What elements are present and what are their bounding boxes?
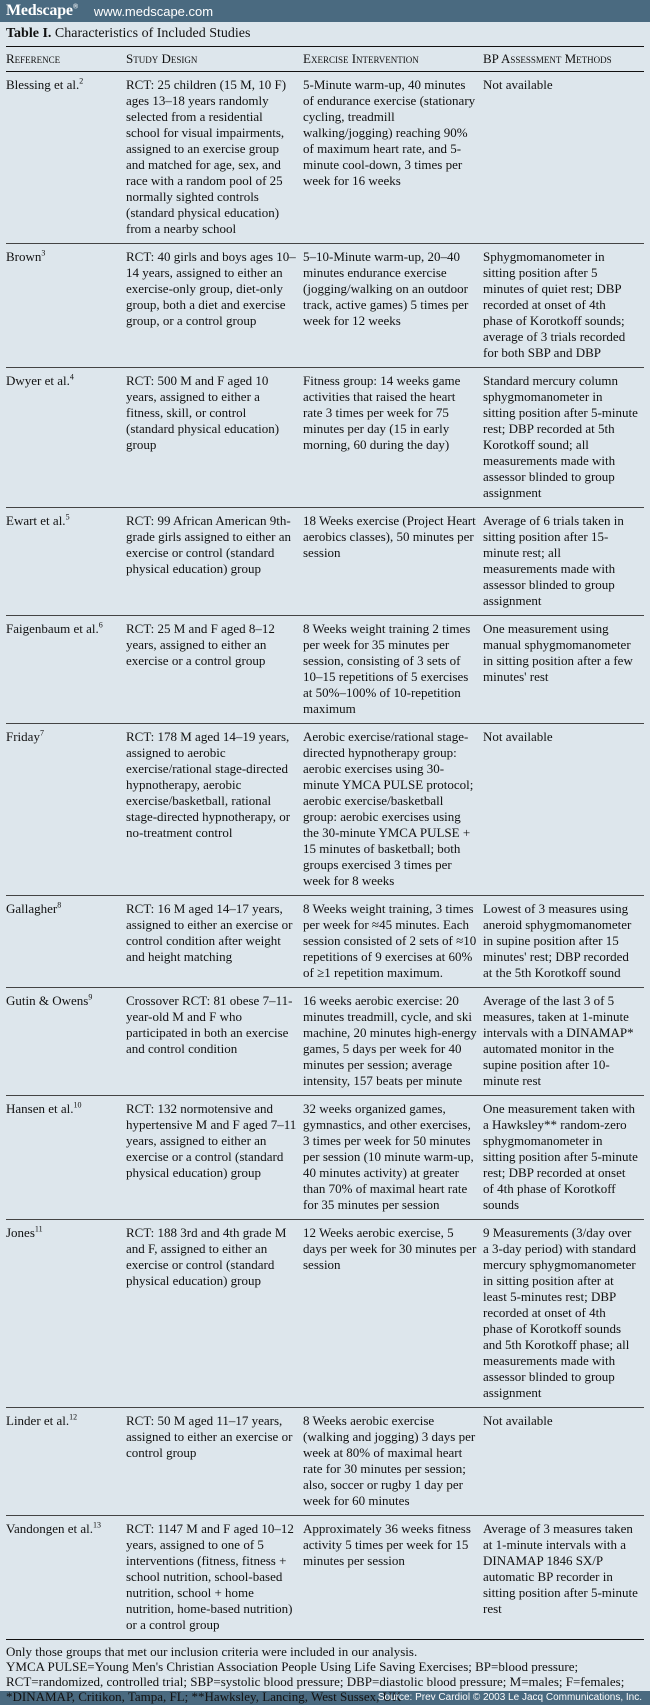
cell-exercise-intervention-text: 8 Weeks weight training, 3 times per week for ≈45 minutes. Each session consisted of 2 sets of ≈10 repetitions of 9 exercises at 60% of ≥1 repetition maximum. [303, 901, 477, 980]
cell-reference [6, 616, 126, 724]
cell-bp-assessment [483, 1096, 644, 1220]
table-row [6, 508, 644, 616]
cell-study-design-text: RCT: 25 M and F aged 8–12 years, assigned to either an exercise or a control group [126, 621, 275, 668]
cell-reference-text: Friday [6, 729, 40, 744]
cell-exercise-intervention [303, 896, 483, 988]
cell-exercise-intervention-text: 32 weeks organized games, gymnastics, and other exercises, 3 times per week for 50 minutes per session (10 minute warm-up, 40 minutes activity) at greater than 70% of maximal heart rate for 35 minutes per session [303, 1101, 474, 1212]
cell-exercise-intervention [303, 1096, 483, 1220]
reference-citation: 4 [69, 372, 74, 382]
header-bar [0, 0, 650, 22]
reference-citation: 10 [73, 1100, 82, 1110]
cell-bp-assessment-text: Not available [483, 1413, 553, 1428]
table-body [6, 72, 644, 1640]
cell-exercise-intervention [303, 244, 483, 368]
table-header-row [6, 47, 644, 72]
table-row [6, 1096, 644, 1220]
cell-bp-assessment-text: One measurement taken with a Hawksley** random-zero sphygmomanometer in sitting position after 5-minute rest; DBP recorded at onset of 4th phase of Korotkoff sounds [483, 1101, 638, 1212]
cell-bp-assessment [483, 724, 644, 896]
cell-study-design-text: Crossover RCT: 81 obese 7–11-year-old M and F who participated in both an exercise and control condition [126, 993, 293, 1056]
source-footer: Source: Prev Cardiol © 2003 Le Jacq Communications, Inc. [0, 1691, 650, 1705]
characteristics-table [6, 47, 644, 1640]
cell-reference [6, 72, 126, 244]
cell-bp-assessment-text: Standard mercury column sphygmomanometer in sitting position after 5-minute rest; DBP recorded at 5th Korotkoff sound; all measurements made with assessor blinded to group assignment [483, 373, 638, 500]
cell-reference [6, 368, 126, 508]
cell-exercise-intervention [303, 72, 483, 244]
cell-bp-assessment [483, 244, 644, 368]
cell-study-design-text: RCT: 40 girls and boys ages 10–14 years, assigned to either an exercise-only group, diet-only group, both a diet and exercise group, or a control group [126, 249, 296, 328]
cell-exercise-intervention-text: 5–10-Minute warm-up, 20–40 minutes endurance exercise (jogging/walking on an outdoor track, active games) 5 times per week for 12 weeks [303, 249, 469, 328]
site-url[interactable]: www.medscape.com [93, 3, 214, 19]
column-header-reference: Reference [6, 47, 126, 72]
cell-bp-assessment [483, 1516, 644, 1640]
cell-exercise-intervention [303, 508, 483, 616]
cell-study-design [126, 1408, 303, 1516]
cell-bp-assessment-text: Sphygmomanometer in sitting position after 5 minutes of quiet rest; DBP recorded at onset of 4th phase of Korotkoff sounds; average of 3 trials recorded for both SBP and DBP [483, 249, 626, 360]
cell-reference [6, 1220, 126, 1408]
cell-study-design [126, 1516, 303, 1640]
table-row [6, 1516, 644, 1640]
cell-exercise-intervention [303, 1220, 483, 1408]
cell-reference-text: Ewart et al. [6, 513, 66, 528]
reference-citation: 7 [39, 728, 44, 738]
cell-reference-text: Blessing et al. [6, 77, 80, 92]
cell-reference [6, 1096, 126, 1220]
cell-study-design-text: RCT: 99 African American 9th-grade girls assigned to either an exercise or control (standard physical education) group [126, 513, 291, 576]
column-header-exercise-intervention: Exercise Intervention [303, 47, 483, 72]
cell-study-design [126, 1096, 303, 1220]
cell-bp-assessment [483, 508, 644, 616]
cell-bp-assessment-text: 9 Measurements (3/day over a 3-day period) with standard mercury sphygmomanometer in sitting position after at least 5-minutes rest; DBP recorded at onset of 4th phase of Korotkoff sounds and 5th Korotkoff phase; all measurements made with assessor blinded to group assignment [483, 1225, 637, 1400]
table-row [6, 72, 644, 244]
cell-reference-text: Dwyer et al. [6, 373, 70, 388]
cell-exercise-intervention-text: 8 Weeks weight training 2 times per week for 35 minutes per session, consisting of 3 sets of 10–15 repetitions of 5 exercises at 50%–100% of 10-repetition maximum [303, 621, 471, 716]
cell-study-design [126, 1220, 303, 1408]
cell-reference-text: Faigenbaum et al. [6, 621, 99, 636]
cell-bp-assessment-text: Average of 6 trials taken in sitting position after 15-minute rest; all measurements made with assessor blinded to group assignment [483, 513, 624, 608]
table-row [6, 616, 644, 724]
cell-reference [6, 508, 126, 616]
cell-exercise-intervention-text: Approximately 36 weeks fitness activity 5 times per week for 15 minutes per session [303, 1521, 471, 1568]
table-title [6, 22, 644, 47]
cell-study-design-text: RCT: 132 normotensive and hypertensive M and F aged 7–11 years, assigned to either an exercise or a control (standard physical education) group [126, 1101, 297, 1180]
cell-study-design-text: RCT: 25 children (15 M, 10 F) ages 13–18 years randomly selected from a residential school for visual impairments, assigned to an exercise group and matched for age, sex, and race with a random pool of 25 normally sighted controls (standard physical education) from a nearby school [126, 77, 287, 236]
cell-study-design [126, 988, 303, 1096]
cell-study-design [126, 616, 303, 724]
cell-exercise-intervention-text: 12 Weeks aerobic exercise, 5 days per week for 30 minutes per session [303, 1225, 477, 1272]
table-row [6, 896, 644, 988]
note-inclusion: Only those groups that met our inclusion criteria were included in our analysis. [6, 1644, 418, 1659]
cell-exercise-intervention-text: Fitness group: 14 weeks game activities that raised the heart rate 3 times per week for 75 minutes per day (15 in early morning, 60 during the day) [303, 373, 461, 452]
cell-study-design [126, 724, 303, 896]
cell-study-design-text: RCT: 1147 M and F aged 10–12 years, assigned to one of 5 interventions (fitness, fitness + school nutrition, school-based nutrition, school + home nutrition, home-based nutrition) or a control group [126, 1521, 294, 1632]
cell-exercise-intervention-text: 5-Minute warm-up, 40 minutes of endurance exercise (stationary cycling, treadmill walking/jogging) reaching 90% of maximum heart rate, and 5-minute cool-down, 3 times per week for 16 weeks [303, 77, 476, 188]
table-caption: Characteristics of Included Studies [54, 26, 251, 41]
cell-reference-text: Brown [6, 249, 42, 264]
reference-citation: 11 [34, 1224, 43, 1234]
cell-reference-text: Gallagher [6, 901, 58, 916]
cell-study-design-text: RCT: 50 M aged 11–17 years, assigned to either an exercise or control group [126, 1413, 293, 1460]
cell-bp-assessment [483, 988, 644, 1096]
reference-citation: 2 [79, 76, 84, 86]
table-row [6, 1408, 644, 1516]
cell-bp-assessment [483, 896, 644, 988]
cell-bp-assessment-text: Average of the last 3 of 5 measures, taken at 1-minute intervals with a DINAMAP* automated monitor in the supine position after 10-minute rest [483, 993, 634, 1088]
cell-exercise-intervention-text: 18 Weeks exercise (Project Heart aerobics classes), 50 minutes per session [303, 513, 476, 560]
cell-bp-assessment-text: Not available [483, 729, 553, 744]
cell-bp-assessment-text: Not available [483, 77, 553, 92]
table-row [6, 988, 644, 1096]
cell-study-design-text: RCT: 500 M and F aged 10 years, assigned to either a fitness, skill, or control (standard physical education) group [126, 373, 280, 452]
cell-reference-text: Hansen et al. [6, 1101, 74, 1116]
cell-exercise-intervention [303, 1516, 483, 1640]
cell-bp-assessment [483, 1408, 644, 1516]
cell-exercise-intervention-text: Aerobic exercise/rational stage-directed hypnotherapy group: aerobic exercises using 30-minute YMCA PULSE protocol; aerobic exercise/basketball group: aerobic exercises using the 30-minute YMCA PULSE + 15 minutes of basketball; both groups exercised 3 times per week for 8 weeks [303, 729, 474, 888]
cell-reference [6, 244, 126, 368]
reference-citation: 8 [57, 900, 62, 910]
cell-exercise-intervention [303, 988, 483, 1096]
cell-exercise-intervention-text: 16 weeks aerobic exercise: 20 minutes treadmill, cycle, and ski machine, 20 minutes high-energy games, 5 days per week for 40 minutes per session; average intensity, 157 beats per minute [303, 993, 477, 1088]
cell-exercise-intervention [303, 724, 483, 896]
cell-reference [6, 1408, 126, 1516]
cell-bp-assessment [483, 368, 644, 508]
table-label: Table I. [6, 26, 52, 41]
cell-exercise-intervention-text: 8 Weeks aerobic exercise (walking and jogging) 3 days per week at 80% of maximal heart rate for 30 minutes per session; also, soccer or rugby 1 day per week for 60 minutes [303, 1413, 476, 1508]
cell-reference-text: Linder et al. [6, 1413, 70, 1428]
cell-study-design-text: RCT: 178 M aged 14–19 years, assigned to aerobic exercise/rational stage-directed hypnotherapy, aerobic exercise/basketball, rational stage-directed hypnotherapy, or no-treatment control [126, 729, 291, 840]
cell-study-design [126, 72, 303, 244]
cell-bp-assessment-text: One measurement using manual sphygmomanometer in sitting position after a few minutes' rest [483, 621, 633, 684]
cell-reference-text: Vandongen et al. [6, 1521, 94, 1536]
column-header-study-design: Study Design [126, 47, 303, 72]
reference-citation: 9 [88, 992, 93, 1002]
cell-study-design [126, 896, 303, 988]
cell-exercise-intervention [303, 368, 483, 508]
reference-citation: 12 [69, 1412, 78, 1422]
table-row [6, 244, 644, 368]
cell-study-design [126, 368, 303, 508]
cell-reference [6, 724, 126, 896]
cell-bp-assessment [483, 616, 644, 724]
reference-citation: 13 [93, 1520, 102, 1530]
cell-reference-text: Gutin & Owens [6, 993, 89, 1008]
cell-reference [6, 896, 126, 988]
cell-study-design-text: RCT: 16 M aged 14–17 years, assigned to either an exercise or control condition after weight and height matching [126, 901, 293, 964]
cell-study-design [126, 244, 303, 368]
table-row [6, 724, 644, 896]
column-header-bp-assessment: BP Assessment Methods [483, 47, 644, 72]
cell-reference [6, 1516, 126, 1640]
cell-study-design-text: RCT: 188 3rd and 4th grade M and F, assigned to either an exercise or control (standard physical education) group [126, 1225, 287, 1288]
cell-exercise-intervention [303, 1408, 483, 1516]
cell-bp-assessment [483, 1220, 644, 1408]
note-abbreviations: YMCA PULSE=Young Men's Christian Association People Using Life Saving Exercises; BP=blood pressure; RCT=randomized, controlled trial; SBP=systolic blood pressure; DBP=diastolic blood pressure; M=males; F=females; *DINAMAP, Critikon, Tampa, FL; **Hawksley, Lancing, West Sussex, UK [6, 1659, 625, 1704]
reference-citation: 6 [98, 620, 103, 630]
cell-bp-assessment [483, 72, 644, 244]
cell-bp-assessment-text: Lowest of 3 measures using aneroid sphygmomanometer in supine position after 15 minutes' rest; DBP recorded at the 5th Korotkoff sound [483, 901, 632, 980]
cell-bp-assessment-text: Average of 3 measures taken at 1-minute intervals with a DINAMAP 1846 SX/P automatic BP recorder in sitting position after 5-minute rest [483, 1521, 638, 1616]
cell-reference-text: Jones [6, 1225, 35, 1240]
cell-reference [6, 988, 126, 1096]
table-row [6, 368, 644, 508]
reference-citation: 5 [65, 512, 70, 522]
cell-study-design [126, 508, 303, 616]
table-row [6, 1220, 644, 1408]
reference-citation: 3 [41, 248, 46, 258]
medscape-logo[interactable]: Medscape® [6, 2, 78, 19]
cell-exercise-intervention [303, 616, 483, 724]
